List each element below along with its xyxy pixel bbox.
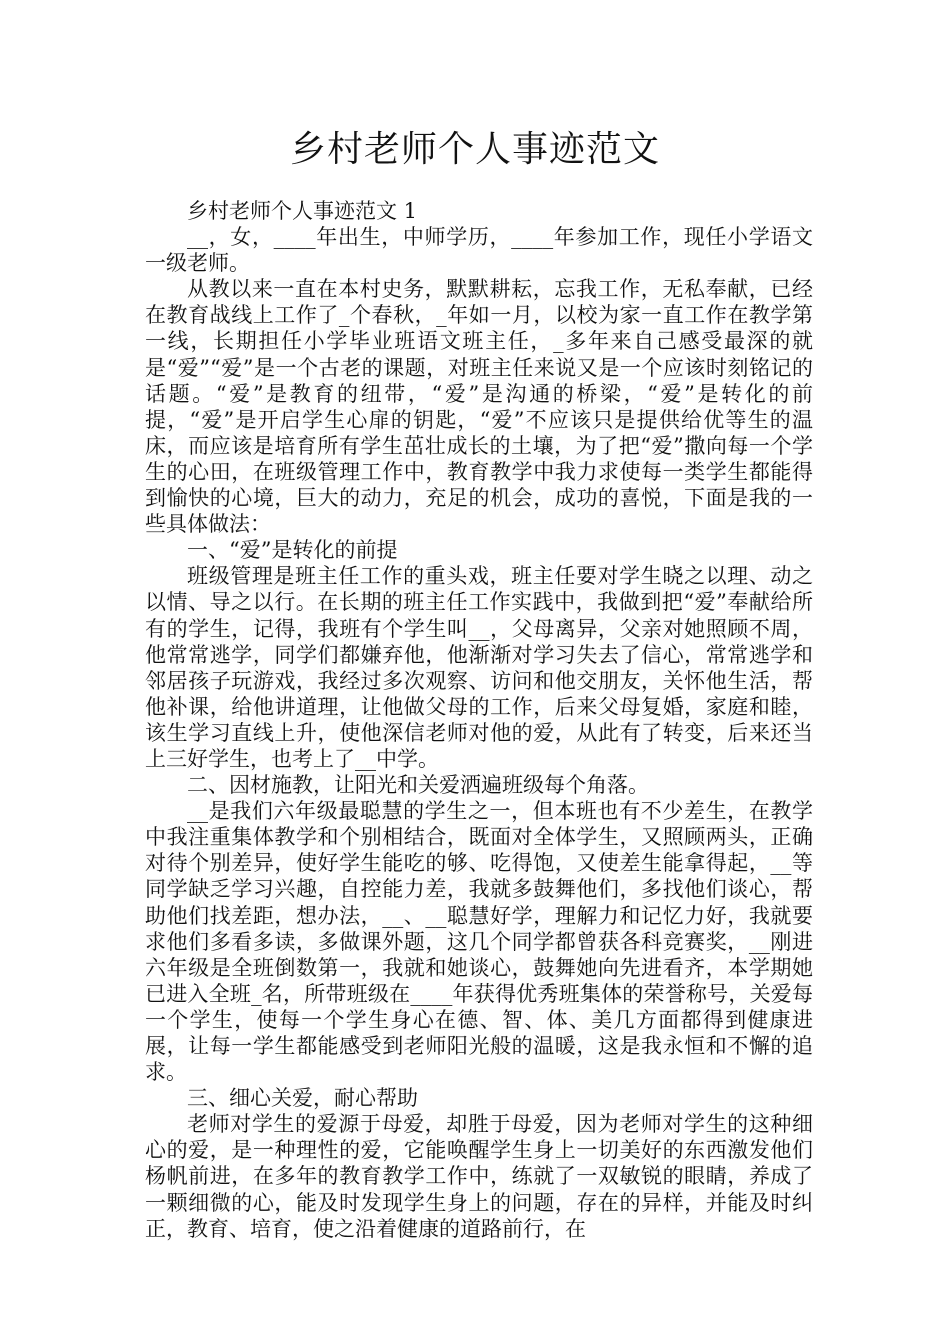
section-heading: 二、因材施教，让阳光和关爱洒遍班级每个角落。 xyxy=(187,773,649,798)
section-heading: 乡村老师个人事迹范文 1 xyxy=(187,199,418,223)
section-heading: 一、“爱”是转化的前提 xyxy=(187,538,398,563)
section-heading: 三、细心关爱，耐心帮助 xyxy=(187,1086,418,1111)
body-paragraph: 班级管理是班主任工作的重头戏，班主任要对学生晓之以理、动之以情、导之以行。在长期的班主任工作实践中，我做到把“爱”奉献给所有的学生，记得，我班有个学生叫__，父母离异，父亲对她照顾不周，他常常逃学，同学们都嫌弃他，他渐渐对学习失去了信心，常常逃学和邻居孩子玩游戏，我经过多次观察、访问和他交朋友，关怀他生活，帮他补课，给他讲道理，让他做父母的工作，后来父母复婚，家庭和睦，该生学习直线上升，使他深信老师对他的爱，从此有了转变，后来还当上三好学生，也考上了__中学。 xyxy=(145,564,813,771)
body-paragraph: __，女，____年出生，中师学历，____年参加工作，现任小学语文一级老师。 xyxy=(145,225,813,276)
body-paragraph: __是我们六年级最聪慧的学生之一，但本班也有不少差生，在教学中我注重集体教学和个别相结合，既面对全体学生，又照顾两头，正确对待个别差异，使好学生能吃的够、吃得饱，又使差生能拿得起，__等同学缺乏学习兴趣，自控能力差，我就多鼓舞他们，多找他们谈心，帮助他们找差距，想办法，__、__聪慧好学，理解力和记忆力好，我就要求他们多看多读，多做课外题，这几个同学都曾获各科竞赛奖，__刚进六年级是全班倒数第一，我就和她谈心，鼓舞她向先进看齐，本学期她已进入全班_名，所带班级在____年获得优秀班集体的荣誉称号，关爱每一个学生，使每一个学生身心在德、智、体、美几方面都得到健康进展，让每一学生都能感受到老师阳光般的温暖，这是我永恒和不懈的追求。 xyxy=(145,799,813,1085)
body-paragraph: 老师对学生的爱源于母爱，却胜于母爱，因为老师对学生的这种细心的爱，是一种理性的爱，它能唤醒学生身上一切美好的东西激发他们杨帆前进，在多年的教育教学工作中，练就了一双敏锐的眼睛，养成了一颗细微的心，能及时发现学生身上的问题，存在的异样，并能及时纠正，教育、培育，使之沿着健康的道路前行，在 xyxy=(145,1112,813,1241)
document-body xyxy=(145,198,813,1242)
document-title: 乡村老师个人事迹范文 xyxy=(289,129,660,170)
body-paragraph: 从教以来一直在本村史务，默默耕耘，忘我工作，无私奉献，已经在教育战线上工作了_个春秋，_年如一月，以校为家一直工作在教学第一线，长期担任小学毕业班语文班主任，_多年来自己感受最深的就是“爱”“爱”是一个古老的课题，对班主任来说又是一个应该时刻铭记的话题。“爱”是教育的纽带，“爱”是沟通的桥梁，“爱”是转化的前提，“爱”是开启学生心扉的钥匙，“爱”不应该只是提供给优等生的温床，而应该是培育所有学生茁壮成长的土壤，为了把“爱”撒向每一个学生的心田，在班级管理工作中，教育教学中我力求使每一类学生都能得到愉快的心境，巨大的动力，充足的机会，成功的喜悦，下面是我的一些具体做法： xyxy=(145,277,813,537)
